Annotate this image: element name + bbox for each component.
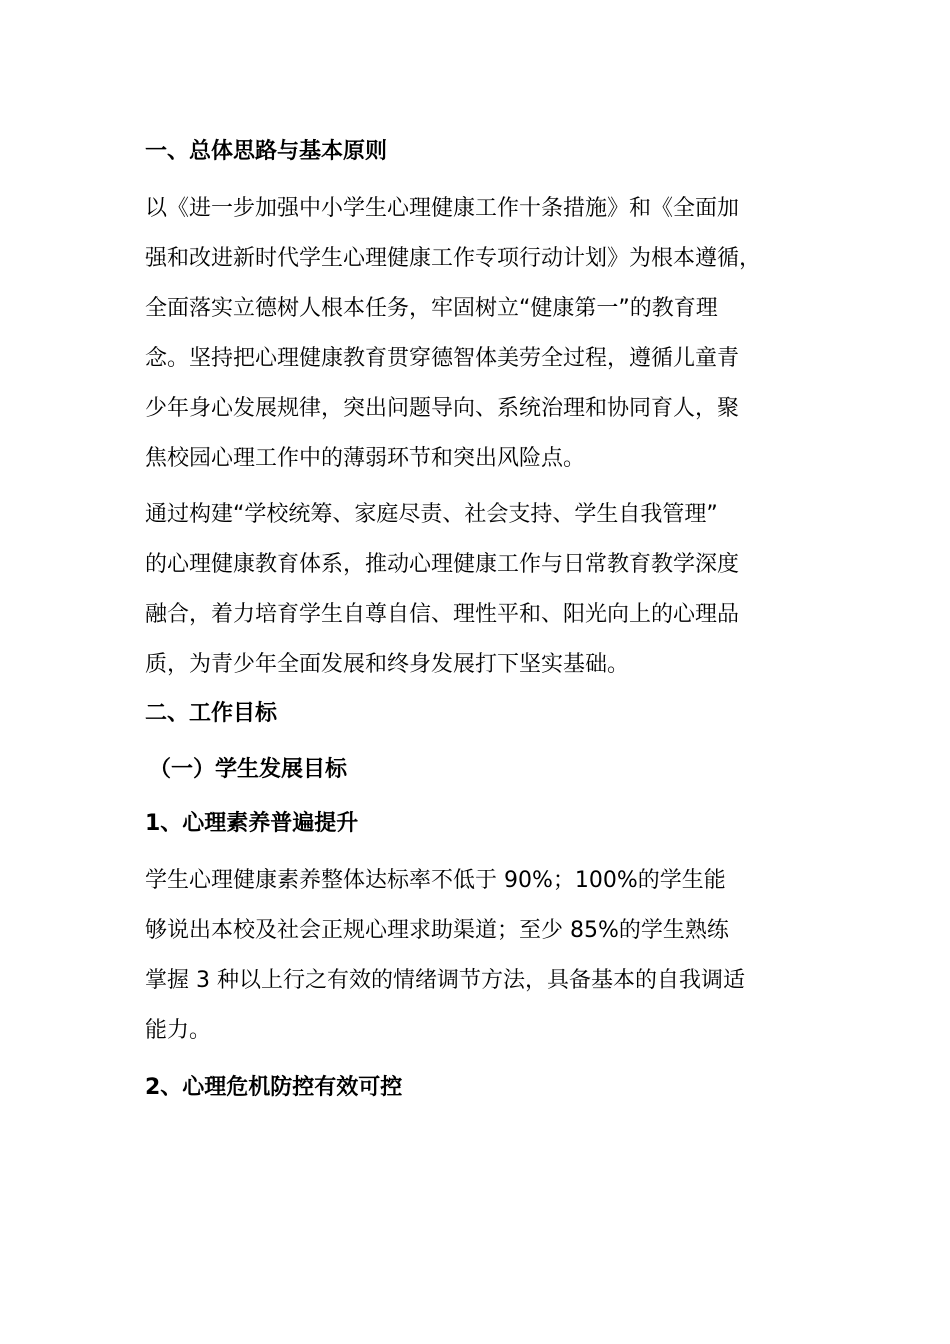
paragraph-literacy-targets bbox=[145, 856, 810, 1056]
text-line: 少年身心发展规律，突出问题导向、系统治理和协同育人，聚 bbox=[145, 396, 740, 421]
item-heading-literacy-improvement: 1、心理素养普遍提升 bbox=[145, 811, 359, 836]
text-line: 以《进一步加强中小学生心理健康工作十条措施》和《全面加 bbox=[145, 196, 740, 221]
section-heading-overall-principles: 一、总体思路与基本原则 bbox=[145, 139, 388, 164]
text-line: 融合，着力培育学生自尊自信、理性平和、阳光向上的心理品 bbox=[145, 602, 740, 627]
text-line: 掌握 3 种以上行之有效的情绪调节方法，具备基本的自我调适 bbox=[145, 968, 745, 993]
paragraph-guiding-basis bbox=[145, 184, 810, 484]
document-body bbox=[145, 134, 810, 1120]
text-line: 学生心理健康素养整体达标率不低于 90%；100%的学生能 bbox=[145, 868, 726, 893]
text-line: 质，为青少年全面发展和终身发展打下坚实基础。 bbox=[145, 652, 630, 677]
text-line: 能力。 bbox=[145, 1018, 212, 1043]
text-line: 的心理健康教育体系，推动心理健康工作与日常教育教学深度 bbox=[145, 552, 740, 577]
text-line: 够说出本校及社会正规心理求助渠道；至少 85%的学生熟练 bbox=[145, 918, 729, 943]
section-heading-work-goals: 二、工作目标 bbox=[145, 701, 278, 726]
text-line: 念。坚持把心理健康教育贯穿德智体美劳全过程，遵循儿童青 bbox=[145, 346, 740, 371]
text-line: 全面落实立德树人根本任务，牢固树立“健康第一”的教育理 bbox=[145, 296, 718, 321]
item-heading-crisis-prevention: 2、心理危机防控有效可控 bbox=[145, 1075, 403, 1100]
subheading-student-development-goals: （一）学生发展目标 bbox=[149, 757, 348, 782]
paragraph-education-system bbox=[145, 490, 810, 690]
text-line: 强和改进新时代学生心理健康工作专项行动计划》为根本遵循， bbox=[145, 246, 762, 271]
text-line: 焦校园心理工作中的薄弱环节和突出风险点。 bbox=[145, 446, 586, 471]
text-line: 通过构建“学校统筹、家庭尽责、社会支持、学生自我管理” bbox=[145, 502, 718, 527]
